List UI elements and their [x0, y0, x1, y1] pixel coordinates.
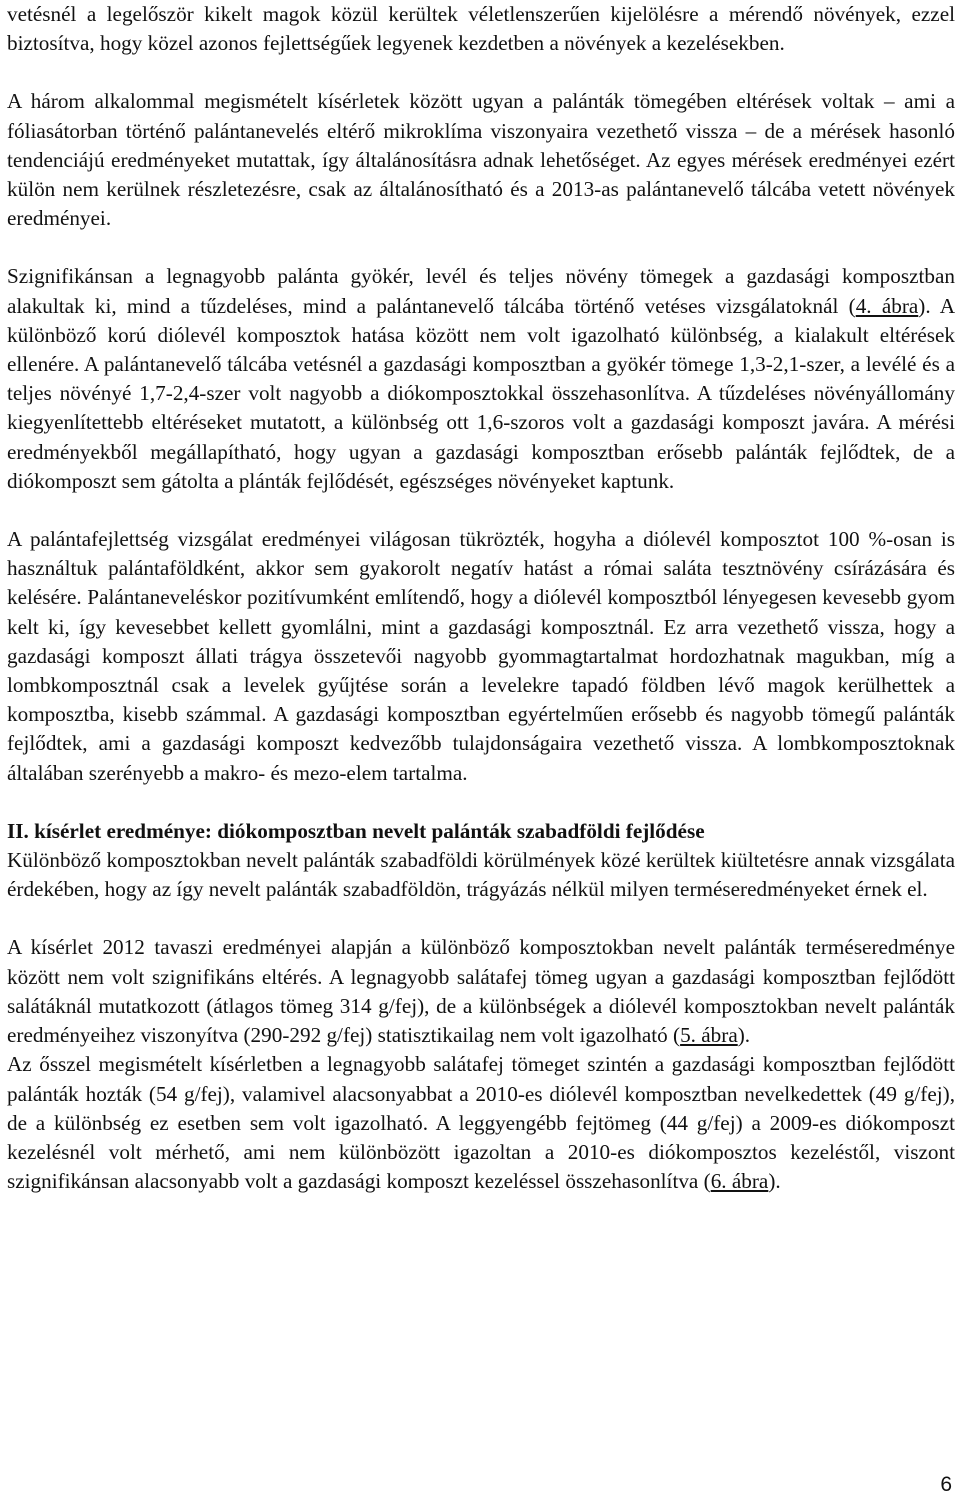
- text-run: ).: [768, 1169, 781, 1194]
- section-heading: II. kísérlet eredménye: diókomposztban nevelt palánták szabadföldi fejlődése: [7, 818, 705, 843]
- document-page: [7, 0, 955, 1196]
- text-run: ).: [737, 1023, 751, 1048]
- paragraph-seedling-development: A palántafejlettség vizsgálat eredményei világosan tükrözték, hogyha a diólevél komposztot 100 %-osan is használtuk palántaföldként, akkor sem gyakorolt negatív hatást a római saláta tesztnövény csírázására és kelésére. Palántaneveléskor pozitívumként említendő, hogy a diólevél komposztból lényegesen kevesebb gyom kelt ki, így kevesebbet kellett gyomlálni, mint a gazdasági komposztnál. Ez arra vezethető vissza, hogy a gazdasági komposzt állati trágya összetevői nagyobb gyommagtartalmat hordozhatnak magukban, míg a lombkomposztnál csak a levelek gyűjtése során a levelekre tapadó földben lévő magok kerülhettek a komposztba, kisebb számmal. A gazdasági komposztban egyértelműen erősebb és nagyobb tömegű palánták fejlődtek, ami a gazdasági komposzt kedvezőbb tulajdonságaira vezethető vissza. A lombkomposztoknak általában szerényebb a makro- és mezo-elem tartalma.: [7, 527, 955, 785]
- figure-reference-6[interactable]: 6. ábra: [710, 1169, 769, 1194]
- paragraph-gap: [7, 58, 955, 87]
- paragraph-field-planting: Különböző komposztokban nevelt palánták szabadföldi körülmények közé kerültek kiültetésre annak vizsgálata érdekében, hogy az így nevelt palánták szabadföldön, trágyázás nélkül milyen terméseredményeket érnek el.: [7, 848, 955, 902]
- text-run: Az ősszel megismételt kísérletben a legnagyobb salátafej tömeget szintén a gazdasági komposztban fejlődött palánták hozták (54 g/fej), valamivel alacsonyabbat a 2010-es diólevél komposztban nevelkedettek (49 g/fej), de a különbség ez esetben sem volt igazolható. A leggyengébb fejtömeg (44 g/fej) a 2009-es diókomposzt kezelésnél volt mérhető, ami nem különbözött igazoltan a 2010-es diókomposztos kezeléstől, viszont szignifikánsan alacsonyabb volt a gazdasági komposzt kezeléssel összehasonlítva (: [7, 1052, 955, 1194]
- paragraph-repeated-experiments: A három alkalommal megismételt kísérletek között ugyan a palánták tömegében eltérések voltak – ami a fóliasátorban történő palántanevelés eltérő mikroklíma viszonyaira vezethető vissza – de a mérések hasonló tendenciájú eredményeket mutattak, így általánosításra adnak lehetőséget. Az egyes mérések eredményei ezért külön nem kerülnek részletezésre, csak az általánosítható és a 2013-as palántanevelő tálcába vetett növények eredményei.: [7, 89, 955, 231]
- paragraph-significant-results: [7, 262, 955, 496]
- paragraph-gap: [7, 788, 955, 817]
- paragraph-intro-continuation: vetésnél a legelőször kikelt magok közül kerültek véletlenszerűen kijelölésre a mérendő növények, ezzel biztosítva, hogy közel azonos fejlettségűek legyenek kezdetben a növények a kezelésekben.: [7, 2, 955, 56]
- paragraph-gap: [7, 904, 955, 933]
- paragraph-gap: [7, 233, 955, 262]
- page-number: 6: [940, 1473, 952, 1496]
- paragraph-gap: [7, 496, 955, 525]
- text-run: ). A különböző korú diólevél komposztok hatása között nem volt igazolható különbség, a kialakult eltérések ellenére. A palántanevelő tálcába vetésnél a gazdasági komposztban a gyökér tömege 1,3-2,1-szer, a levélé és a teljes növényé 1,7-2,4-szer volt nagyobb a diókomposztokkal összehasonlítva. A tűzdeléses növényállomány kiegyenlítettebb eltéréseket mutatott, a különbség ott 1,6-szoros volt a gazdasági komposzt javára. A mérési eredményekből megállapítható, hogy ugyan a gazdasági komposztban erősebb palánták fejlődtek, de a diókomposzt sem gátolta a plánták fejlődését, egészséges növényeket kaptunk.: [7, 293, 955, 493]
- paragraph-spring-results: [7, 933, 955, 1050]
- text-run: Szignifikánsan a legnagyobb palánta gyökér, levél és teljes növény tömegek a gazdasági komposztban alakultak ki, mind a tűzdeléses, mind a palántanevelő tálcába történő vetéses vizsgálatoknál (: [7, 264, 955, 318]
- text-run: A kísérlet 2012 tavaszi eredményei alapján a különböző komposztokban nevelt palánták terméseredménye között nem volt szignifikáns eltérés. A legnagyobb salátafej tömeg ugyan a gazdasági komposztban fejlődött salátáknál mutatkozott (átlagos tömeg 314 g/fej), de a különbségek a diólevél komposztokban nevelt palánták eredményeihez viszonyítva (290-292 g/fej) statisztikailag nem volt igazolható (: [7, 935, 955, 1048]
- paragraph-autumn-results: [7, 1050, 955, 1196]
- figure-reference-5[interactable]: 5. ábra: [680, 1023, 738, 1048]
- figure-reference-4[interactable]: 4. ábra: [855, 293, 919, 318]
